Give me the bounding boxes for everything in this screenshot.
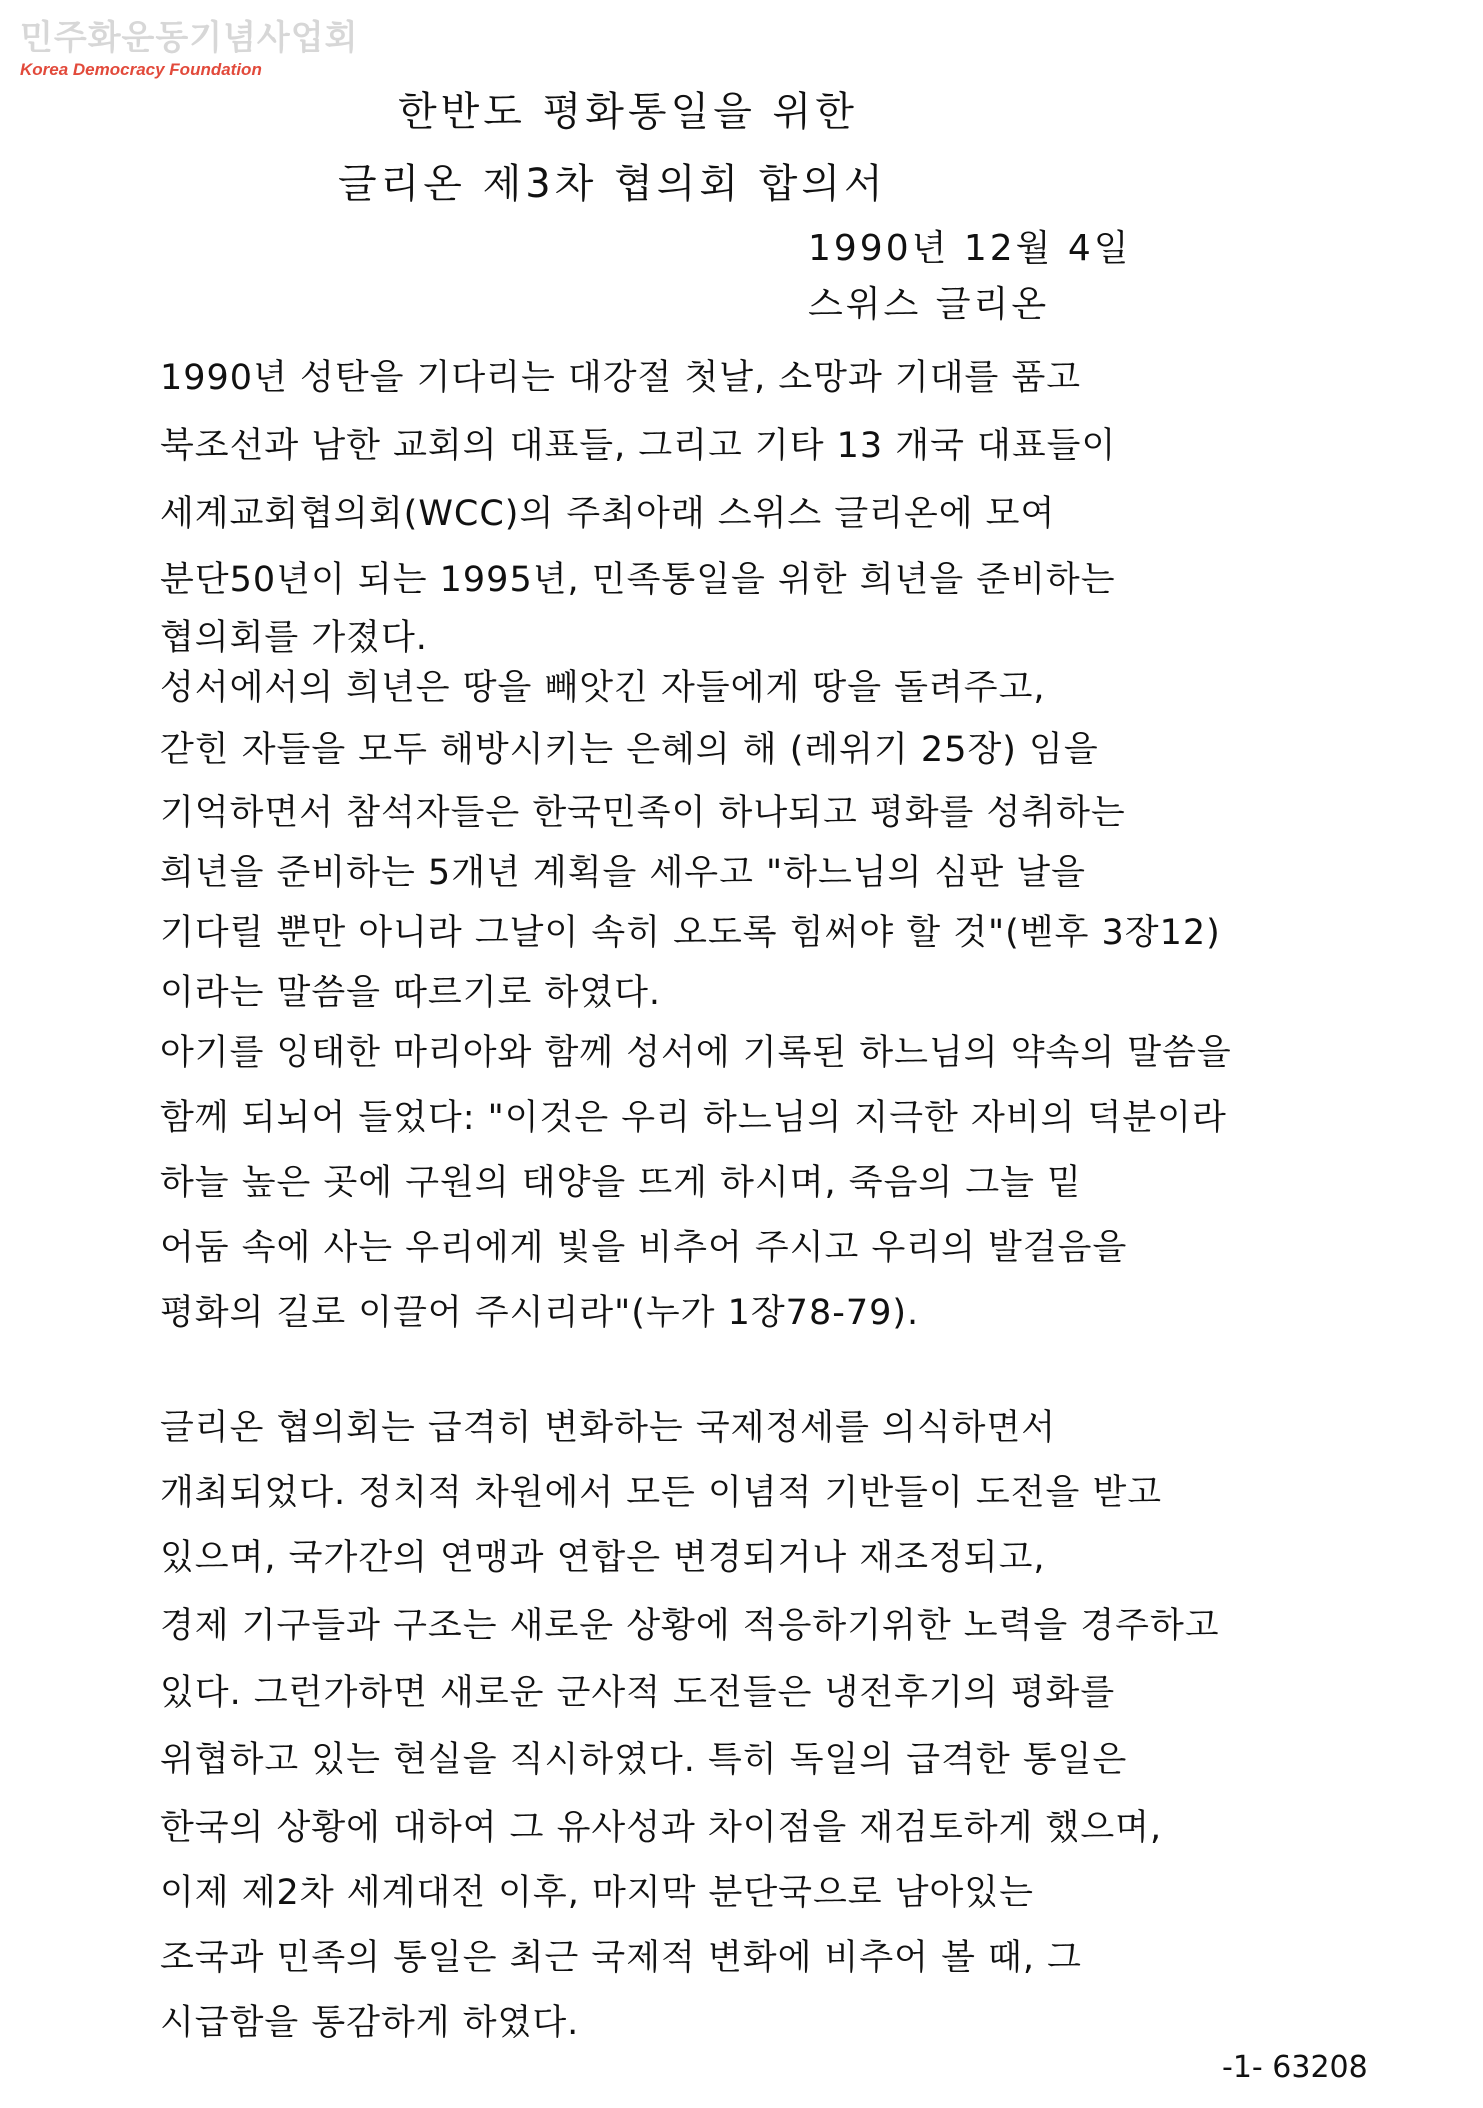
text-line: 이제 제2차 세계대전 이후, 마지막 분단국으로 남아있는	[160, 1873, 1034, 1913]
document-place: 스위스 글리온	[808, 284, 1050, 325]
text-line: 희년을 준비하는 5개년 계획을 세우고 "하느님의 심판 날을	[160, 853, 1086, 893]
text-line: 갇힌 자들을 모두 해방시키는 은혜의 해 (레위기 25장) 임을	[160, 730, 1099, 770]
text-line: 평화의 길로 이끌어 주시리라"(누가 1장78-79).	[160, 1293, 920, 1333]
text-line: 조국과 민족의 통일은 최근 국제적 변화에 비추어 볼 때, 그	[160, 1938, 1082, 1978]
watermark-logo	[20, 18, 358, 80]
text-line: 있으며, 국가간의 연맹과 연합은 변경되거나 재조정되고,	[160, 1538, 1046, 1578]
text-line: 있다. 그런가하면 새로운 군사적 도전들은 냉전후기의 평화를	[160, 1673, 1116, 1713]
page-number: -1- 63208	[1222, 2050, 1368, 2085]
text-line: 기억하면서 참석자들은 한국민족이 하나되고 평화를 성취하는	[160, 793, 1126, 833]
text-line: 위협하고 있는 현실을 직시하였다. 특히 독일의 급격한 통일은	[160, 1740, 1128, 1780]
text-line: 협의회를 가졌다.	[160, 618, 428, 658]
text-line: 어둠 속에 사는 우리에게 빛을 비추어 주시고 우리의 발걸음을	[160, 1228, 1128, 1268]
text-line: 하늘 높은 곳에 구원의 태양을 뜨게 하시며, 죽음의 그늘 밑	[160, 1163, 1082, 1203]
text-line: 개최되었다. 정치적 차원에서 모든 이념적 기반들이 도전을 받고	[160, 1473, 1163, 1513]
text-line: 1990년 성탄을 기다리는 대강절 첫날, 소망과 기대를 품고	[160, 358, 1082, 398]
text-line: 세계교회협의회(WCC)의 주최아래 스위스 글리온에 모여	[160, 494, 1056, 534]
watermark-korean: 민주화운동기념사업회	[20, 18, 359, 58]
watermark-english: Korea Democracy Foundation	[20, 60, 262, 79]
text-line: 한국의 상황에 대하여 그 유사성과 차이점을 재검토하게 했으며,	[160, 1808, 1163, 1848]
document-title-line-1: 한반도 평화통일을 위한	[398, 89, 858, 135]
text-line: 분단50년이 되는 1995년, 민족통일을 위한 희년을 준비하는	[160, 560, 1116, 600]
text-line: 성서에서의 희년은 땅을 빼앗긴 자들에게 땅을 돌려주고,	[160, 668, 1046, 708]
text-line: 시급함을 통감하게 하였다.	[160, 2003, 580, 2043]
text-line: 함께 되뇌어 들었다: "이것은 우리 하느님의 지극한 자비의 덕분이라	[160, 1098, 1227, 1138]
text-line: 북조선과 남한 교회의 대표들, 그리고 기타 13 개국 대표들이	[160, 426, 1117, 466]
document-date: 1990년 12월 4일	[808, 228, 1132, 269]
text-line: 기다릴 뿐만 아니라 그날이 속히 오도록 힘써야 할 것"(벧후 3장12)	[160, 913, 1221, 953]
text-line: 글리온 협의회는 급격히 변화하는 국제정세를 의식하면서	[160, 1408, 1057, 1448]
document-title-line-2: 글리온 제3차 협의회 합의서	[338, 161, 887, 207]
text-line: 아기를 잉태한 마리아와 함께 성서에 기록된 하느님의 약속의 말씀을	[160, 1033, 1232, 1073]
text-line: 경제 기구들과 구조는 새로운 상황에 적응하기위한 노력을 경주하고	[160, 1606, 1220, 1646]
text-line: 이라는 말씀을 따르기로 하였다.	[160, 973, 662, 1013]
